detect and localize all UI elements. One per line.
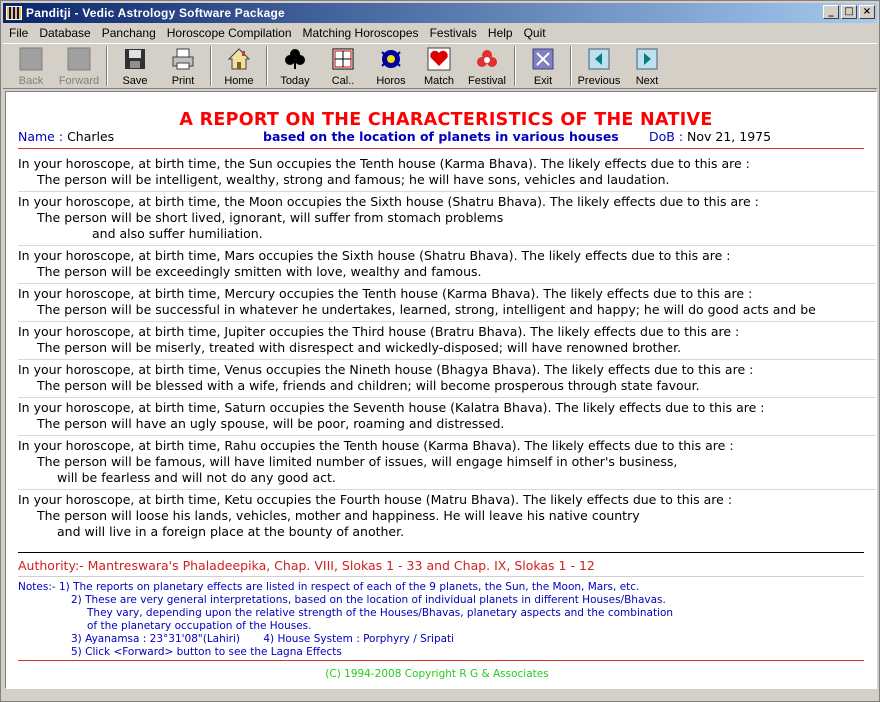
- back-button[interactable]: [7, 44, 55, 88]
- dob-separator: :: [674, 129, 688, 144]
- app-icon: [6, 6, 22, 20]
- planet-effect: The person will be successful in whatever he undertakes, learned, strong, intelligent and happy; he will do good acts and be: [37, 302, 816, 317]
- planet-effect-rahu: [18, 436, 877, 490]
- next-label: Next: [635, 75, 659, 87]
- horos-label: Horos: [376, 75, 406, 87]
- print-label: Print: [171, 75, 195, 87]
- menu-database[interactable]: Database: [39, 26, 91, 40]
- note-2-continued: of the planetary occupation of the Houses.: [87, 620, 312, 632]
- menu-file[interactable]: File: [9, 26, 29, 40]
- notes-section: [18, 581, 673, 659]
- toolbar-separator: [210, 46, 212, 86]
- club-icon: [283, 47, 307, 71]
- floppy-disk-icon: [123, 47, 147, 71]
- note-2: 2) These are very general interpretations, based on the location of individual planets in different Houses/Bhavas.: [71, 594, 666, 606]
- planet-intro: In your horoscope, at birth time, Ketu occupies the Fourth house (Matru Bhava). The likely effects due to this are :: [18, 492, 733, 507]
- festival-label: Festival: [468, 75, 506, 87]
- planet-effect-continued: and also suffer humiliation.: [92, 226, 263, 241]
- menu-quit[interactable]: Quit: [523, 26, 546, 40]
- planet-effect: The person will be exceedingly smitten with love, wealthy and famous.: [37, 264, 482, 279]
- forward-label: Forward: [58, 75, 100, 87]
- heart-icon: [427, 47, 451, 71]
- planet-effect-venus: [18, 360, 877, 398]
- menu-bar: [3, 24, 877, 42]
- planet-effect: The person will have an ugly spouse, will be poor, roaming and distressed.: [37, 416, 505, 431]
- header-divider: [18, 148, 864, 149]
- planet-intro: In your horoscope, at birth time, Mars occupies the Sixth house (Shatru Bhava). The likely effects due to this are :: [18, 248, 731, 263]
- native-dob: [649, 129, 771, 144]
- planet-effect: The person will be blessed with a wife, friends and children; will become prosperous through state favour.: [37, 378, 700, 393]
- planet-effect: The person will be miserly, treated with disrespect and wickedly-disposed; will have renowned brother.: [37, 340, 682, 355]
- next-button[interactable]: [623, 44, 671, 88]
- note-3-4: 3) Ayanamsa : 23°31'08"(Lahiri) 4) House System : Porphyry / Sripati: [71, 633, 455, 645]
- print-button[interactable]: [159, 44, 207, 88]
- minimize-button[interactable]: _: [823, 5, 839, 19]
- planet-effect: The person will be intelligent, wealthy, strong and famous; he will have sons, vehicles and laudation.: [37, 172, 670, 187]
- native-name: [18, 129, 114, 144]
- match-button[interactable]: [415, 44, 463, 88]
- house-icon: [227, 47, 251, 71]
- name-label: Name: [18, 129, 55, 144]
- planet-intro: In your horoscope, at birth time, Mercury occupies the Tenth house (Karma Bhava). The likely effects due to this are :: [18, 286, 753, 301]
- planet-effects-list: [18, 154, 877, 543]
- today-label: Today: [280, 75, 310, 87]
- match-label: Match: [424, 75, 454, 87]
- forward-button[interactable]: [55, 44, 103, 88]
- planet-effect-mercury: [18, 284, 877, 322]
- back-label: Back: [18, 75, 44, 87]
- toolbar-separator: [570, 46, 572, 86]
- planet-effect-moon: [18, 192, 877, 246]
- exit-icon: [531, 47, 555, 71]
- planet-intro: In your horoscope, at birth time, the Moon occupies the Sixth house (Shatru Bhava). The likely effects due to this are :: [18, 194, 759, 209]
- maximize-button[interactable]: □: [841, 5, 857, 19]
- back-icon: [19, 47, 43, 71]
- save-label: Save: [122, 75, 148, 87]
- planet-effect-saturn: [18, 398, 877, 436]
- menu-matching-horoscopes[interactable]: Matching Horoscopes: [302, 26, 419, 40]
- dob-label: DoB: [649, 129, 675, 144]
- planet-effect: The person will loose his lands, vehicles, mother and happiness. He will leave his native country: [37, 508, 640, 523]
- copyright-text: (C) 1994-2008 Copyright R G & Associates: [325, 668, 549, 680]
- menu-help[interactable]: Help: [487, 26, 513, 40]
- name-separator: :: [54, 129, 68, 144]
- exit-label: Exit: [533, 75, 553, 87]
- report-subtitle: based on the location of planets in various houses: [263, 129, 619, 144]
- planet-intro: In your horoscope, at birth time, the Sun occupies the Tenth house (Karma Bhava). The likely effects due to this are :: [18, 156, 750, 171]
- planet-effect-sun: [18, 154, 877, 192]
- planet-effect: The person will be short lived, ignorant, will suffer from stomach problems: [37, 210, 504, 225]
- printer-icon: [171, 47, 195, 71]
- note-1: Notes:- 1) The reports on planetary effects are listed in respect of each of the 9 planets, the Sun, the Moon, Mars, etc.: [18, 581, 640, 593]
- report-title: A REPORT ON THE CHARACTERISTICS OF THE NATIVE: [179, 110, 713, 130]
- name-value: Charles: [67, 129, 115, 144]
- planet-effect-continued: and will live in a foreign place at the bounty of another.: [57, 524, 405, 539]
- planet-intro: In your horoscope, at birth time, Jupiter occupies the Third house (Bratru Bhava). The likely effects due to this are :: [18, 324, 740, 339]
- festival-button[interactable]: [463, 44, 511, 88]
- planet-effect-continued: will be fearless and will not do any good act.: [57, 470, 336, 485]
- horoscope-icon: [379, 47, 403, 71]
- planet-intro: In your horoscope, at birth time, Rahu occupies the Tenth house (Karma Bhava). The likely effects due to this are :: [18, 438, 734, 453]
- calendar-label: Cal..: [331, 75, 355, 87]
- notes-divider: [18, 576, 864, 577]
- menu-panchang[interactable]: Panchang: [101, 26, 156, 40]
- dob-value: Nov 21, 1975: [687, 129, 772, 144]
- forward-icon: [67, 47, 91, 71]
- calendar-button[interactable]: [319, 44, 367, 88]
- planet-effect-ketu: [18, 490, 877, 543]
- exit-button[interactable]: [519, 44, 567, 88]
- save-button[interactable]: [111, 44, 159, 88]
- authority-divider: [18, 552, 864, 553]
- festival-icon: [475, 47, 499, 71]
- report-view[interactable]: [5, 91, 877, 689]
- today-button[interactable]: [271, 44, 319, 88]
- home-label: Home: [224, 75, 254, 87]
- note-5: 5) Click <Forward> button to see the Lagna Effects: [71, 646, 342, 658]
- arrow-left-icon: [587, 47, 611, 71]
- calendar-icon: [331, 47, 355, 71]
- menu-horoscope-compilation[interactable]: Horoscope Compilation: [166, 26, 292, 40]
- window-title: Panditji - Vedic Astrology Software Package: [26, 6, 285, 20]
- menu-festivals[interactable]: Festivals: [429, 26, 477, 40]
- close-button[interactable]: ×: [859, 5, 875, 19]
- toolbar: [3, 43, 877, 89]
- planet-effect-mars: [18, 246, 877, 284]
- planet-effect-jupiter: [18, 322, 877, 360]
- planet-intro: In your horoscope, at birth time, Saturn occupies the Seventh house (Kalatra Bhava). The likely effects due to this are :: [18, 400, 765, 415]
- authority-text: Authority:- Mantreswara's Phaladeepika, Chap. VIII, Slokas 1 - 33 and Chap. IX, Slokas 1 - 12: [18, 558, 595, 573]
- toolbar-separator: [514, 46, 516, 86]
- arrow-right-icon: [635, 47, 659, 71]
- title-bar[interactable]: [3, 3, 877, 23]
- previous-button[interactable]: [575, 44, 623, 88]
- toolbar-separator: [106, 46, 108, 86]
- planet-intro: In your horoscope, at birth time, Venus occupies the Nineth house (Bhagya Bhava). The likely effects due to this are :: [18, 362, 754, 377]
- home-button[interactable]: [215, 44, 263, 88]
- planet-effect: The person will be famous, will have limited number of issues, will engage himself in other's business,: [37, 454, 678, 469]
- note-2-continued: They vary, depending upon the relative strength of the Houses/Bhavas, planetary aspects and the combination: [87, 607, 674, 619]
- previous-label: Previous: [577, 75, 621, 87]
- horos-button[interactable]: [367, 44, 415, 88]
- toolbar-separator: [266, 46, 268, 86]
- footer-divider: [18, 660, 864, 661]
